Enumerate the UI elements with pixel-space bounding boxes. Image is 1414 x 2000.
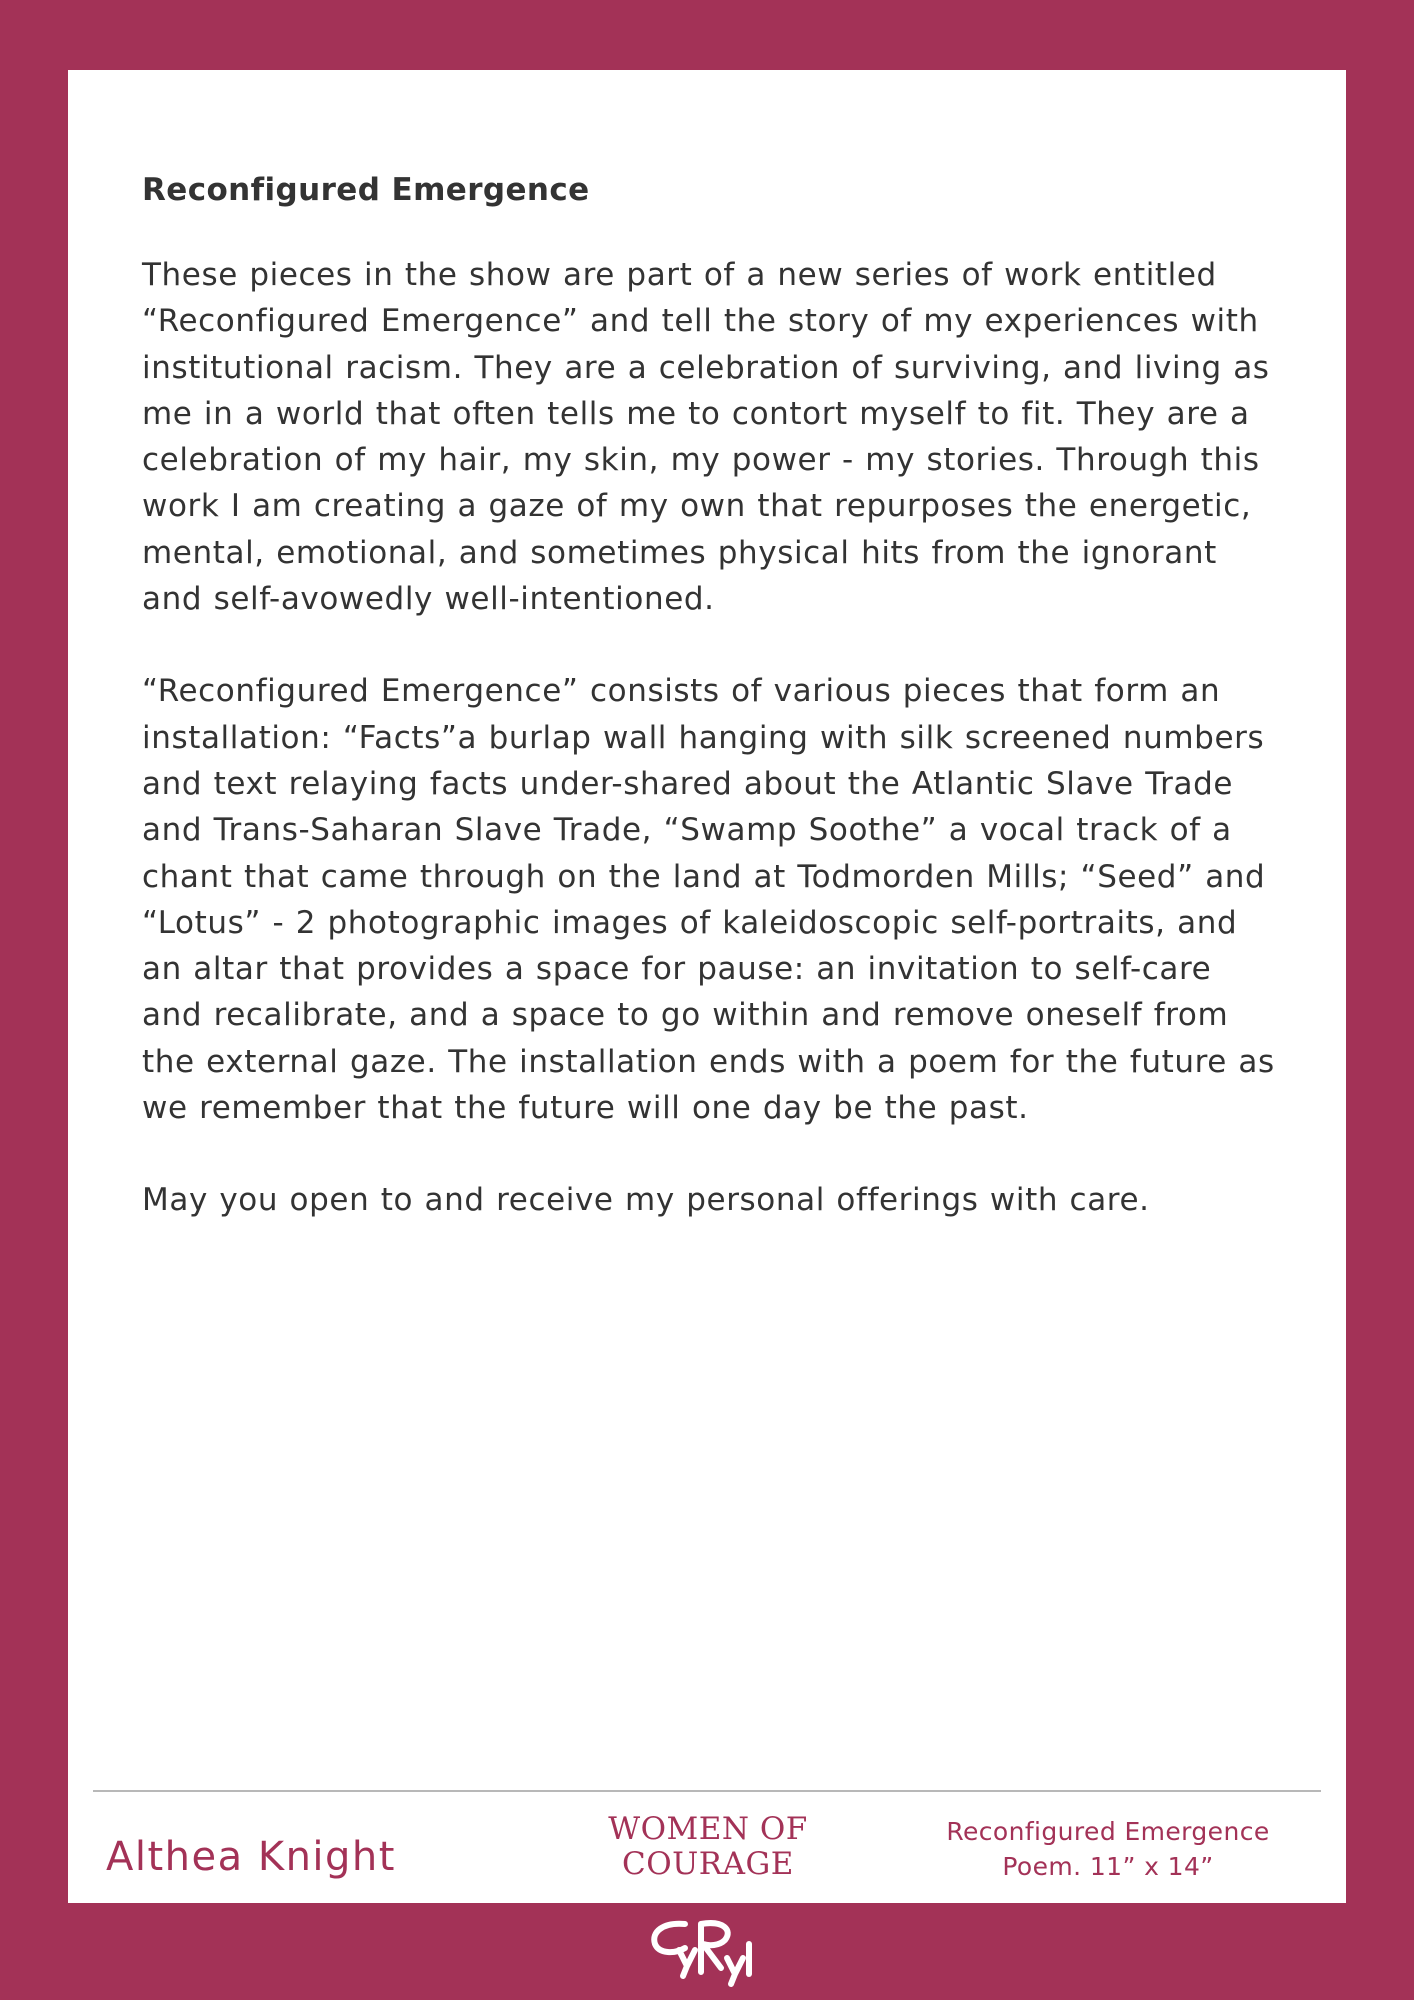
paragraph-intro: These pieces in the show are part of a new series of work entitled “Reconfigured Emergence” and tell the story of my experiences with institutional racism. They are a celebration of surviving, and living as me in a world that often tells me to contort myself to fit. They are a celebration of my hair, my skin, my power - my stories. Through this work I am creating a gaze of my own that repurposes the energetic, mental, emotional, and sometimes physical hits from the ignorant and self-avowedly well-intentioned. (142, 257, 1270, 618)
signature-logo-icon (645, 1910, 769, 1990)
work-info (938, 1814, 1278, 1884)
brand-line-1: WOMEN OF (608, 1811, 808, 1847)
work-title: Reconfigured Emergence (946, 1817, 1270, 1846)
brand-line-2: COURAGE (622, 1846, 794, 1882)
brand-wordmark (578, 1812, 838, 1882)
paragraph-installation: “Reconfigured Emergence” consists of various pieces that form an installation: “Facts”a burlap wall hanging with silk screened numbers and text relaying facts under-shared about the Atlantic Slave Trade and Trans-Saharan Slave Trade, “Swamp Soothe” a vocal track of a chant that came through on the land at Todmorden Mills; “Seed” and “Lotus” - 2 photographic images of kaleidoscopic self-portraits, and an altar that provides a space for pause: an invitation to self-care and recalibrate, and a space to go within and remove oneself from the external gaze. The installation ends with a poem for the future as we remember that the future will one day be the past. (142, 673, 1275, 1127)
document-content (142, 170, 1282, 1270)
work-details: Poem. 11” x 14” (1002, 1852, 1214, 1881)
author-name: Althea Knight (106, 1834, 396, 1880)
footer (68, 1792, 1346, 1902)
document-title: Reconfigured Emergence (142, 172, 590, 208)
document-page (68, 70, 1346, 1903)
paragraph-closing: May you open to and receive my personal offerings with care. (142, 1182, 1150, 1219)
